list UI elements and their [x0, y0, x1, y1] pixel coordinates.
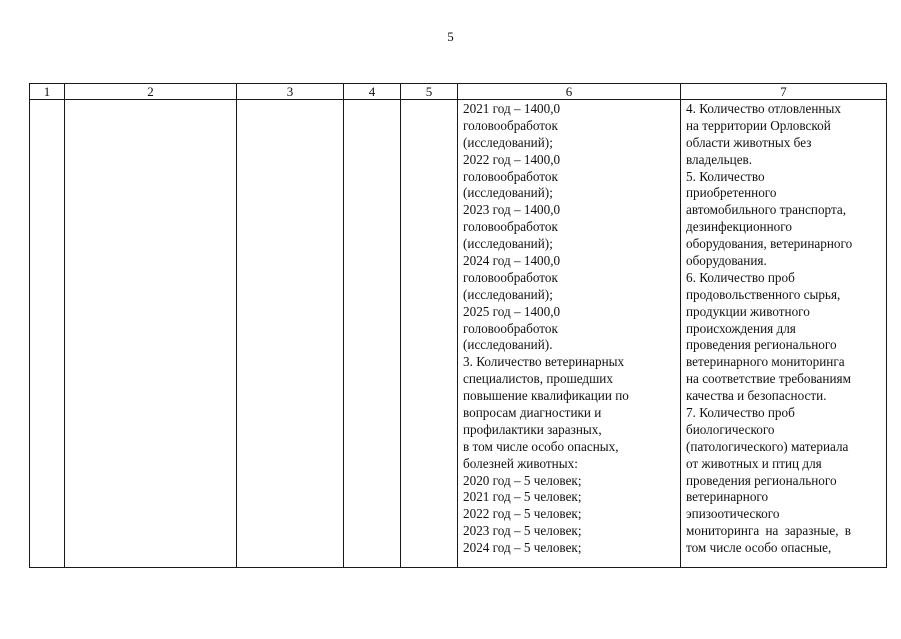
body-cell-4: [344, 100, 401, 568]
text-line: (исследований);: [463, 134, 553, 150]
text-line: 3. Количество ветеринарных: [463, 354, 625, 370]
text-line: оборудования.: [686, 253, 767, 269]
text-line: на соответствие требованиям: [686, 371, 851, 387]
header-cell-7: 7: [681, 84, 887, 100]
header-cell-2: 2: [65, 84, 237, 100]
body-cell-2: [65, 100, 237, 568]
header-cell-5: 5: [401, 84, 458, 100]
text-line: 5. Количество: [686, 168, 765, 184]
header-cell-4: 4: [344, 84, 401, 100]
text-line: (патологического) материала: [686, 438, 849, 454]
text-line: в том числе особо опасных,: [463, 438, 619, 454]
text-line: биологического: [686, 421, 775, 437]
page-number: 5: [447, 29, 454, 44]
text-line: 2025 год – 1400,0: [463, 303, 561, 319]
text-line: (исследований).: [463, 337, 553, 353]
body-cell-1: [30, 100, 65, 568]
text-line: том числе особо опасные,: [686, 540, 832, 556]
text-line: 6. Количество проб: [686, 269, 795, 285]
text-line: профилактики заразных,: [463, 421, 602, 437]
text-line: головообработок: [463, 117, 558, 133]
text-line: эпизоотического: [686, 506, 780, 522]
text-line: от животных и птиц для: [686, 455, 822, 471]
text-line: 2022 год – 1400,0: [463, 151, 561, 167]
text-line: мониторинга на заразные, в: [686, 523, 852, 539]
text-line: головообработок: [463, 168, 558, 184]
text-line: проведения регионального: [686, 337, 837, 353]
text-line: повышение квалификации по: [463, 388, 629, 404]
text-line: 7. Количество проб: [686, 405, 795, 421]
body-cell-5: [401, 100, 458, 568]
text-line: (исследований);: [463, 236, 553, 252]
text-line: продовольственного сырья,: [686, 286, 841, 302]
text-line: 2021 год – 1400,0: [463, 101, 561, 116]
text-line: области животных без: [686, 134, 812, 150]
text-line: дезинфекционного: [686, 219, 792, 235]
body-cell-3: [237, 100, 344, 568]
text-line: ветеринарного мониторинга: [686, 354, 845, 370]
text-line: вопросам диагностики и: [463, 405, 602, 421]
text-line: головообработок: [463, 320, 558, 336]
table-row: [30, 100, 887, 568]
text-line: оборудования, ветеринарного: [686, 236, 853, 252]
text-line: владельцев.: [686, 151, 753, 167]
text-line: 2023 год – 5 человек;: [463, 523, 582, 539]
body-cell-6: [458, 100, 681, 568]
text-line: (исследований);: [463, 286, 553, 302]
text-line: 2020 год – 5 человек;: [463, 472, 582, 488]
table-header-row: [30, 84, 887, 100]
text-line: качества и безопасности.: [686, 388, 827, 404]
text-line: 2023 год – 1400,0: [463, 202, 561, 218]
text-line: специалистов, прошедших: [463, 371, 613, 387]
program-table: [29, 83, 887, 568]
text-line: 4. Количество отловленных: [686, 101, 841, 116]
text-line: головообработок: [463, 269, 558, 285]
text-line: 2024 год – 1400,0: [463, 253, 561, 269]
text-line: автомобильного транспорта,: [686, 202, 847, 218]
body-cell-7: [681, 100, 887, 568]
text-line: 2022 год – 5 человек;: [463, 506, 582, 522]
text-line: ветеринарного: [686, 489, 769, 505]
header-cell-6: 6: [458, 84, 681, 100]
text-line: на территории Орловской: [686, 117, 831, 133]
text-line: (исследований);: [463, 185, 553, 201]
text-line: 2021 год – 5 человек;: [463, 489, 582, 505]
text-line: 2024 год – 5 человек;: [463, 540, 582, 556]
text-line: головообработок: [463, 219, 558, 235]
header-cell-3: 3: [237, 84, 344, 100]
indicator-names-text: [681, 100, 886, 557]
text-line: приобретенного: [686, 185, 777, 201]
text-line: проведения регионального: [686, 472, 837, 488]
header-cell-1: 1: [30, 84, 65, 100]
text-line: продукции животного: [686, 303, 810, 319]
text-line: болезней животных:: [463, 455, 578, 471]
indicator-values-text: [458, 100, 680, 557]
text-line: происхождения для: [686, 320, 796, 336]
